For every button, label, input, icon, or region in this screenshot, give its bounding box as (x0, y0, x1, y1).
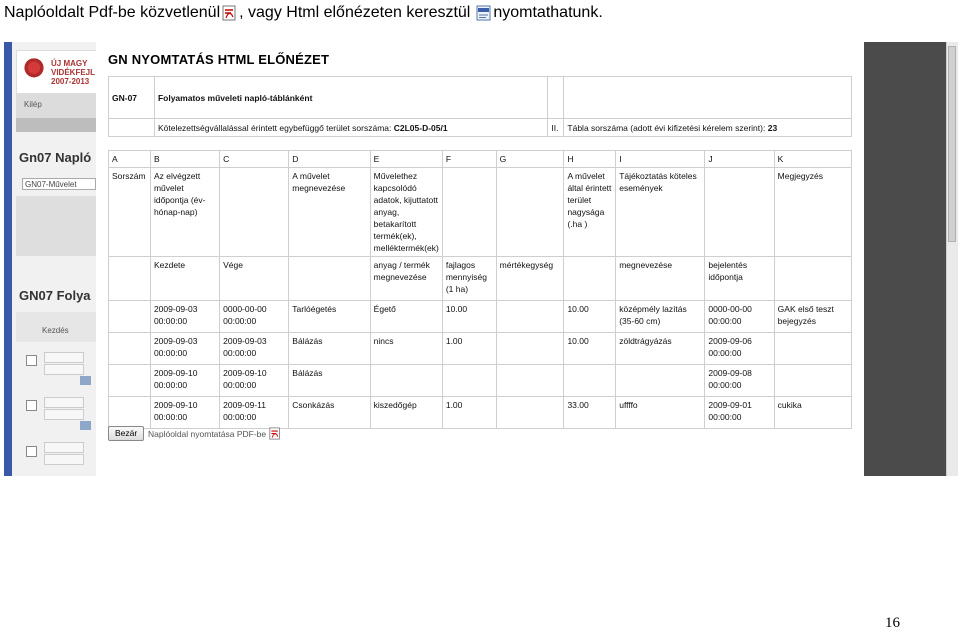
table-row (109, 333, 852, 365)
table-cell: 33.00 (564, 397, 616, 429)
calendar-icon[interactable] (80, 421, 91, 430)
table-cell (370, 365, 442, 397)
table-cell: Vége (220, 257, 289, 301)
table-cell: Megjegyzés (774, 168, 851, 257)
table-cell: F (442, 151, 496, 168)
table-cell: uffffo (616, 397, 705, 429)
table-cell: 2009-09-06 00:00:00 (705, 333, 774, 365)
table-cell: 2009-09-11 00:00:00 (220, 397, 289, 429)
table-cell: 1.00 (442, 397, 496, 429)
caption-text-2: , vagy Html előnézeten keresztül (239, 4, 471, 21)
info-table (108, 76, 852, 137)
table-cell: fajlagos mennyiség (1 ha) (442, 257, 496, 301)
table-cell (564, 257, 616, 301)
table-cell: zöldtrágyázás (616, 333, 705, 365)
table-cell (496, 397, 564, 429)
table-cell (496, 365, 564, 397)
table-row (109, 397, 852, 429)
log-table (108, 150, 852, 429)
table-cell (774, 257, 851, 301)
table-cell (442, 365, 496, 397)
bg-field[interactable] (44, 352, 84, 363)
table-cell (616, 365, 705, 397)
table-cell: 2009-09-03 00:00:00 (150, 301, 219, 333)
sub-header-row (109, 257, 852, 301)
page-number: 16 (885, 615, 900, 631)
area-value: C2L05-D-05/1 (393, 122, 448, 133)
table-cell (109, 397, 151, 429)
pdf-icon[interactable] (269, 427, 281, 440)
table-cell: bejelentés időpontja (705, 257, 774, 301)
table-cell: A (109, 151, 151, 168)
bg-col-label: Kezdés (42, 326, 69, 335)
pdf-link-label[interactable]: Naplóoldal nyomtatása PDF-be (148, 428, 267, 439)
background-app (4, 42, 97, 476)
bg-field[interactable] (44, 442, 84, 453)
table-cell (564, 365, 616, 397)
bg-checkbox[interactable] (26, 355, 37, 366)
table-cell: E (370, 151, 442, 168)
table-cell: 0000-00-00 00:00:00 (705, 301, 774, 333)
close-button[interactable]: Bezár (108, 426, 144, 441)
table-cell: 2009-09-08 00:00:00 (705, 365, 774, 397)
table-cell: Az elvégzett művelet időpontja (év-hónap-nap) (150, 168, 219, 257)
table-cell: 2009-09-03 00:00:00 (150, 333, 219, 365)
table-cell: 2009-09-03 00:00:00 (220, 333, 289, 365)
table-cell: GAK első teszt bejegyzés (774, 301, 851, 333)
roman-number: II. (548, 119, 564, 137)
table-cell: Tarlóégetés (289, 301, 370, 333)
table-cell: kiszedőgép (370, 397, 442, 429)
table-cell: I (616, 151, 705, 168)
pdf-icon (222, 5, 237, 21)
table-cell: Sorszám (109, 168, 151, 257)
area-label: Kötelezettségvállalással érintett egybefüggő terület sorszáma: (157, 122, 392, 133)
table-cell: A művelet megnevezése (289, 168, 370, 257)
bg-field[interactable] (44, 409, 84, 420)
table-cell (109, 365, 151, 397)
table-cell (496, 301, 564, 333)
table-cell (774, 365, 851, 397)
screenshot (4, 42, 958, 476)
table-cell: J (705, 151, 774, 168)
bg-field[interactable] (44, 454, 84, 465)
table-cell (705, 168, 774, 257)
table-row (109, 301, 852, 333)
table-cell: 2009-09-01 00:00:00 (705, 397, 774, 429)
outer-scrollbar[interactable] (946, 42, 958, 476)
logo: ÚJ MAGY VIDÉKFEJL 2007-2013 (16, 50, 98, 94)
form-code: GN-07 (109, 77, 155, 119)
table-cell: cukika (774, 397, 851, 429)
table-cell (496, 168, 564, 257)
html-preview (96, 42, 864, 476)
column-letter-row (109, 151, 852, 168)
page-title: GN NYOMTATÁS HTML ELŐNÉZET (108, 52, 330, 67)
table-cell: 10.00 (564, 333, 616, 365)
bg-heading-2: GN07 Folya (19, 288, 91, 303)
calendar-icon[interactable] (80, 376, 91, 385)
table-cell: nincs (370, 333, 442, 365)
table-cell: K (774, 151, 851, 168)
bg-checkbox[interactable] (26, 400, 37, 411)
table-cell (774, 333, 851, 365)
bg-field[interactable] (44, 397, 84, 408)
table-cell: 10.00 (442, 301, 496, 333)
table-cell: G (496, 151, 564, 168)
table-cell: Tájékoztatás köteles események (616, 168, 705, 257)
table-cell: mértékegység (496, 257, 564, 301)
table-cell (220, 168, 289, 257)
bg-checkbox[interactable] (26, 446, 37, 457)
backdrop (864, 42, 946, 476)
table-cell: Bálázás (289, 365, 370, 397)
bg-select[interactable]: GN07-Művelet (22, 178, 96, 190)
table-cell (289, 257, 370, 301)
table-cell: 2009-09-10 00:00:00 (150, 397, 219, 429)
pdf-print-link[interactable] (148, 427, 281, 440)
table-cell: D (289, 151, 370, 168)
menu-band (16, 118, 96, 132)
html-icon (476, 5, 491, 21)
flower-icon (23, 57, 45, 81)
table-cell (109, 333, 151, 365)
table-cell: 0000-00-00 00:00:00 (220, 301, 289, 333)
table-cell (109, 257, 151, 301)
caption-text-1: Naplóoldalt Pdf-be közvetlenül (4, 4, 221, 21)
table-cell: Művelethez kapcsolódó adatok, kijuttatott anyag, betakarított termék(ek), melléktermék(ek) (370, 168, 442, 257)
table-cell: 1.00 (442, 333, 496, 365)
table-cell: középmély lazítás (35-60 cm) (616, 301, 705, 333)
window-edge (4, 42, 12, 476)
bg-field[interactable] (44, 364, 84, 375)
header-row (109, 168, 852, 257)
table-cell: A művelet által érintett terület nagysága (.ha ) (564, 168, 616, 257)
menu-item-exit[interactable]: Kilép (24, 100, 42, 109)
table-cell: Csonkázás (289, 397, 370, 429)
table-cell (496, 333, 564, 365)
bg-heading-1: Gn07 Napló (19, 150, 92, 165)
table-cell: Kezdete (150, 257, 219, 301)
table-cell: C (220, 151, 289, 168)
table-cell: Égető (370, 301, 442, 333)
form-title: Folyamatos műveleti napló-táblánként (154, 77, 547, 119)
table-cell: anyag / termék megnevezése (370, 257, 442, 301)
table-cell: 2009-09-10 00:00:00 (220, 365, 289, 397)
caption (4, 4, 603, 22)
table-cell: H (564, 151, 616, 168)
bg-panel (16, 196, 96, 256)
table-cell: megnevezése (616, 257, 705, 301)
table-no-value: 23 (767, 122, 778, 133)
table-row (109, 365, 852, 397)
table-cell (442, 168, 496, 257)
table-cell (109, 301, 151, 333)
table-cell: Bálázás (289, 333, 370, 365)
scrollbar-thumb[interactable] (948, 46, 956, 242)
table-cell: B (150, 151, 219, 168)
caption-text-3: nyomtathatunk. (493, 4, 603, 21)
table-cell: 10.00 (564, 301, 616, 333)
table-cell: 2009-09-10 00:00:00 (150, 365, 219, 397)
table-no-label: Tábla sorszáma (adott évi kifizetési kérelem szerint): (567, 122, 766, 133)
